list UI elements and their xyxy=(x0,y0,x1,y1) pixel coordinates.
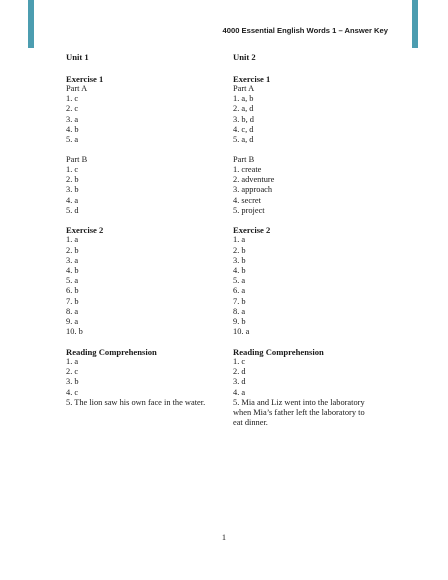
answer-line: 3. a xyxy=(66,114,79,124)
answer-line: 5. The lion saw his own face in the water. xyxy=(66,397,206,407)
answer-line: 3. b, d xyxy=(233,114,254,124)
answer-line: 10. a xyxy=(233,327,250,337)
answer-line: 7. b xyxy=(66,296,79,306)
answer-line: 1. c xyxy=(233,356,246,366)
answer-line: when Mia’s father left the laboratory to xyxy=(233,407,365,417)
answer-line: 4. secret xyxy=(233,195,261,205)
answer-line: 5. a xyxy=(66,276,79,286)
section-heading: Exercise 1 xyxy=(66,74,104,84)
unit-2-column xyxy=(233,52,408,438)
unit-2-exercise-1-part-a xyxy=(233,74,408,145)
section-heading: Reading Comprehension xyxy=(66,346,157,357)
answer-line: 3. d xyxy=(233,377,246,387)
unit-1-exercise-2 xyxy=(66,225,246,337)
unit-2-reading-comprehension xyxy=(233,347,408,428)
answer-line: 6. a xyxy=(233,286,246,296)
answer-line: 4. b xyxy=(66,124,79,134)
answer-line: Part B xyxy=(233,154,255,164)
answer-line: eat dinner. xyxy=(233,418,268,428)
answer-line: 3. approach xyxy=(233,185,273,195)
answer-line: 5. project xyxy=(233,205,265,215)
answer-line: 4. c, d xyxy=(233,124,254,134)
answer-line: 9. a xyxy=(66,317,79,327)
answer-line: Part A xyxy=(66,84,88,93)
answer-line: 8. a xyxy=(233,306,246,316)
answer-line: 4. c xyxy=(66,387,79,397)
answer-line: 1. a xyxy=(66,235,79,245)
answer-line: 1. a xyxy=(233,235,246,245)
answer-line: 2. c xyxy=(66,367,79,377)
answer-line: 5. d xyxy=(66,205,79,215)
section-heading: Exercise 2 xyxy=(233,225,271,236)
unit-1-reading-comprehension xyxy=(66,347,246,408)
answer-line: 5. a xyxy=(233,276,246,286)
answer-list xyxy=(66,84,246,145)
page-number: 1 xyxy=(221,533,227,542)
answer-line: Part B xyxy=(66,154,88,164)
answer-line: 2. b xyxy=(66,175,79,185)
unit-1-exercise-1-part-a xyxy=(66,74,246,145)
answer-line: 1. a xyxy=(66,356,79,366)
page-header-title: 4000 Essential English Words 1 – Answer Key xyxy=(222,26,388,35)
answer-line: 3. a xyxy=(66,255,79,265)
answer-list xyxy=(233,155,408,216)
answer-line: 2. a, d xyxy=(233,104,254,114)
unit-2-exercise-1-part-b xyxy=(233,155,408,216)
answer-line: 2. adventure xyxy=(233,175,275,185)
answer-line: 3. b xyxy=(233,255,246,265)
section-heading: Exercise 1 xyxy=(233,74,271,84)
answer-list xyxy=(66,155,246,216)
answer-line: 1. c xyxy=(66,164,79,174)
unit-1-exercise-1-part-b xyxy=(66,155,246,216)
answer-line: 2. c xyxy=(66,104,79,114)
answer-list xyxy=(233,84,408,145)
section-heading: Reading Comprehension xyxy=(233,346,324,357)
answer-line: 8. a xyxy=(66,306,79,316)
answer-line: 7. b xyxy=(233,296,246,306)
answer-line: 1. a, b xyxy=(233,94,254,104)
answer-line: 4. b xyxy=(233,266,246,276)
unit-2-title: Unit 2 xyxy=(233,52,256,62)
answer-line: 5. Mia and Liz went into the laboratory xyxy=(233,397,365,407)
answer-list xyxy=(233,357,408,428)
answer-list xyxy=(233,235,408,337)
left-accent-bar xyxy=(28,0,34,48)
answer-line: 4. a xyxy=(233,387,246,397)
answer-line: 2. b xyxy=(233,245,246,255)
answer-line: 6. b xyxy=(66,286,79,296)
unit-1-title: Unit 1 xyxy=(66,52,89,62)
answer-line: 2. d xyxy=(233,367,246,377)
answer-line: 5. a xyxy=(66,135,79,145)
answer-line: 5. a, d xyxy=(233,135,254,145)
answer-line: 1. c xyxy=(66,94,79,104)
section-heading: Exercise 2 xyxy=(66,225,104,236)
answer-line: 4. b xyxy=(66,266,79,276)
answer-line: Part A xyxy=(233,84,255,93)
answer-line: 3. b xyxy=(66,377,79,387)
answer-line: 9. b xyxy=(233,317,246,327)
right-accent-bar xyxy=(412,0,418,48)
answer-line: 1. create xyxy=(233,164,262,174)
answer-line: 2. b xyxy=(66,245,79,255)
answer-line: 3. b xyxy=(66,185,79,195)
unit-1-column xyxy=(66,52,246,417)
answer-line: 4. a xyxy=(66,195,79,205)
unit-2-exercise-2 xyxy=(233,225,408,337)
answer-list xyxy=(66,235,246,337)
answer-line: 10. b xyxy=(66,327,83,337)
answer-list xyxy=(66,357,246,408)
